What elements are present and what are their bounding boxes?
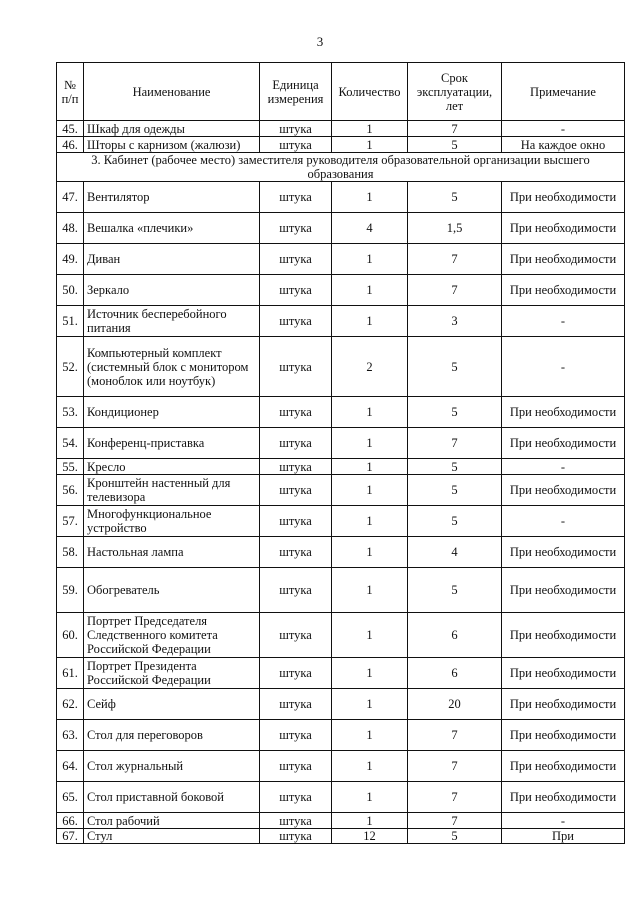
table-row: [57, 475, 625, 506]
item-quantity: 1: [332, 689, 408, 720]
row-number: 61.: [57, 658, 84, 689]
item-quantity: 1: [332, 244, 408, 275]
item-quantity: 1: [332, 428, 408, 459]
row-number: 56.: [57, 475, 84, 506]
item-unit: штука: [260, 306, 332, 337]
item-service-life: 6: [408, 658, 502, 689]
item-quantity: 1: [332, 720, 408, 751]
item-note: -: [502, 337, 625, 397]
table-row: [57, 244, 625, 275]
section-header-row: [57, 153, 625, 182]
item-note: При необходимости: [502, 658, 625, 689]
table-row: [57, 121, 625, 137]
item-service-life: 7: [408, 275, 502, 306]
item-note: -: [502, 306, 625, 337]
item-unit: штука: [260, 459, 332, 475]
page-number: 3: [316, 34, 324, 49]
item-name: Вешалка «плечики»: [84, 213, 260, 244]
item-unit: штука: [260, 244, 332, 275]
table-row: [57, 337, 625, 397]
table-row: [57, 829, 625, 844]
table-row: [57, 782, 625, 813]
item-service-life: 5: [408, 397, 502, 428]
row-number: 58.: [57, 537, 84, 568]
item-name: Кондиционер: [84, 397, 260, 428]
item-quantity: 1: [332, 397, 408, 428]
item-name: Стол для переговоров: [84, 720, 260, 751]
item-name: Компьютерный комплект (системный блок с монитором (моноблок или ноутбук): [84, 337, 260, 397]
item-note: При необходимости: [502, 397, 625, 428]
item-name: Сейф: [84, 689, 260, 720]
item-unit: штука: [260, 613, 332, 658]
item-note: При необходимости: [502, 244, 625, 275]
item-name: Вентилятор: [84, 182, 260, 213]
item-service-life: 7: [408, 751, 502, 782]
table-row: [57, 137, 625, 153]
row-number: 67.: [57, 829, 84, 844]
item-service-life: 5: [408, 459, 502, 475]
item-name: Обогреватель: [84, 568, 260, 613]
item-service-life: 1,5: [408, 213, 502, 244]
table-row: [57, 613, 625, 658]
item-quantity: 1: [332, 275, 408, 306]
item-unit: штука: [260, 182, 332, 213]
item-name: Стол журнальный: [84, 751, 260, 782]
item-note: -: [502, 121, 625, 137]
item-unit: штука: [260, 121, 332, 137]
table-row: [57, 182, 625, 213]
item-name: Портрет Президента Российской Федерации: [84, 658, 260, 689]
row-number: 55.: [57, 459, 84, 475]
item-unit: штука: [260, 720, 332, 751]
row-number: 52.: [57, 337, 84, 397]
row-number: 49.: [57, 244, 84, 275]
item-note: При необходимости: [502, 275, 625, 306]
item-note: -: [502, 506, 625, 537]
item-unit: штука: [260, 275, 332, 306]
item-service-life: 7: [408, 720, 502, 751]
table-row: [57, 658, 625, 689]
item-name: Кронштейн настенный для телевизора: [84, 475, 260, 506]
row-number: 54.: [57, 428, 84, 459]
item-service-life: 5: [408, 568, 502, 613]
equipment-table: [56, 62, 625, 844]
table-row: [57, 568, 625, 613]
item-unit: штука: [260, 475, 332, 506]
table-row: [57, 720, 625, 751]
item-service-life: 5: [408, 137, 502, 153]
item-name: Диван: [84, 244, 260, 275]
table-row: [57, 459, 625, 475]
item-note: При необходимости: [502, 689, 625, 720]
item-note: При необходимости: [502, 613, 625, 658]
item-quantity: 1: [332, 306, 408, 337]
table-row: [57, 213, 625, 244]
item-service-life: 4: [408, 537, 502, 568]
row-number: 45.: [57, 121, 84, 137]
item-service-life: 3: [408, 306, 502, 337]
item-quantity: 1: [332, 537, 408, 568]
item-service-life: 7: [408, 428, 502, 459]
header-unit: Единица измерения: [260, 63, 332, 121]
item-unit: штука: [260, 337, 332, 397]
item-note: При необходимости: [502, 213, 625, 244]
item-unit: штука: [260, 537, 332, 568]
table-row: [57, 537, 625, 568]
item-unit: штука: [260, 428, 332, 459]
table-row: [57, 306, 625, 337]
row-number: 64.: [57, 751, 84, 782]
item-quantity: 1: [332, 121, 408, 137]
item-note: На каждое окно: [502, 137, 625, 153]
item-name: Источник бесперебойного питания: [84, 306, 260, 337]
item-quantity: 2: [332, 337, 408, 397]
item-service-life: 5: [408, 506, 502, 537]
item-note: При необходимости: [502, 428, 625, 459]
item-quantity: 1: [332, 782, 408, 813]
item-service-life: 7: [408, 782, 502, 813]
row-number: 46.: [57, 137, 84, 153]
item-quantity: 1: [332, 137, 408, 153]
item-unit: штука: [260, 829, 332, 844]
table-row: [57, 275, 625, 306]
item-quantity: 1: [332, 475, 408, 506]
table-row: [57, 506, 625, 537]
item-note: При необходимости: [502, 182, 625, 213]
row-number: 66.: [57, 813, 84, 829]
item-quantity: 1: [332, 813, 408, 829]
table-header-row: [57, 63, 625, 121]
item-service-life: 7: [408, 121, 502, 137]
item-name: Портрет Председателя Следственного комитета Российской Федерации: [84, 613, 260, 658]
item-note: При: [502, 829, 625, 844]
item-quantity: 12: [332, 829, 408, 844]
table-row: [57, 813, 625, 829]
row-number: 57.: [57, 506, 84, 537]
item-note: При необходимости: [502, 720, 625, 751]
item-service-life: 5: [408, 475, 502, 506]
item-note: При необходимости: [502, 782, 625, 813]
row-number: 62.: [57, 689, 84, 720]
item-unit: штука: [260, 813, 332, 829]
item-note: При необходимости: [502, 475, 625, 506]
item-unit: штука: [260, 568, 332, 613]
item-note: При необходимости: [502, 537, 625, 568]
item-name: Кресло: [84, 459, 260, 475]
item-unit: штука: [260, 213, 332, 244]
row-number: 59.: [57, 568, 84, 613]
header-qty: Количество: [332, 63, 408, 121]
table-row: [57, 428, 625, 459]
item-name: Настольная лампа: [84, 537, 260, 568]
table-row: [57, 689, 625, 720]
item-quantity: 1: [332, 658, 408, 689]
item-name: Стол приставной боковой: [84, 782, 260, 813]
row-number: 47.: [57, 182, 84, 213]
item-name: Шкаф для одежды: [84, 121, 260, 137]
item-service-life: 5: [408, 182, 502, 213]
item-name: Зеркало: [84, 275, 260, 306]
item-service-life: 7: [408, 813, 502, 829]
item-unit: штука: [260, 689, 332, 720]
header-note: Примечание: [502, 63, 625, 121]
row-number: 50.: [57, 275, 84, 306]
item-quantity: 1: [332, 568, 408, 613]
item-name: Стол рабочий: [84, 813, 260, 829]
item-unit: штука: [260, 782, 332, 813]
table-row: [57, 751, 625, 782]
item-note: При необходимости: [502, 751, 625, 782]
item-name: Конференц-приставка: [84, 428, 260, 459]
item-service-life: 20: [408, 689, 502, 720]
row-number: 48.: [57, 213, 84, 244]
item-quantity: 1: [332, 459, 408, 475]
header-num: № п/п: [57, 63, 84, 121]
item-quantity: 1: [332, 506, 408, 537]
header-name: Наименование: [84, 63, 260, 121]
item-quantity: 1: [332, 182, 408, 213]
item-unit: штука: [260, 506, 332, 537]
item-service-life: 5: [408, 829, 502, 844]
section-title: 3. Кабинет (рабочее место) заместителя руководителя образовательной организации высшего образования: [57, 153, 625, 182]
item-service-life: 5: [408, 337, 502, 397]
header-life: Срок эксплуатации, лет: [408, 63, 502, 121]
item-unit: штука: [260, 658, 332, 689]
row-number: 60.: [57, 613, 84, 658]
item-service-life: 7: [408, 244, 502, 275]
row-number: 51.: [57, 306, 84, 337]
item-unit: штука: [260, 137, 332, 153]
row-number: 65.: [57, 782, 84, 813]
item-name: Шторы с карнизом (жалюзи): [84, 137, 260, 153]
row-number: 53.: [57, 397, 84, 428]
table-body: [57, 121, 625, 844]
item-note: -: [502, 459, 625, 475]
item-unit: штука: [260, 751, 332, 782]
item-name: Многофункциональное устройство: [84, 506, 260, 537]
item-quantity: 1: [332, 613, 408, 658]
item-note: При необходимости: [502, 568, 625, 613]
item-note: -: [502, 813, 625, 829]
item-name: Стул: [84, 829, 260, 844]
table-row: [57, 397, 625, 428]
item-quantity: 4: [332, 213, 408, 244]
row-number: 63.: [57, 720, 84, 751]
item-quantity: 1: [332, 751, 408, 782]
item-unit: штука: [260, 397, 332, 428]
item-service-life: 6: [408, 613, 502, 658]
